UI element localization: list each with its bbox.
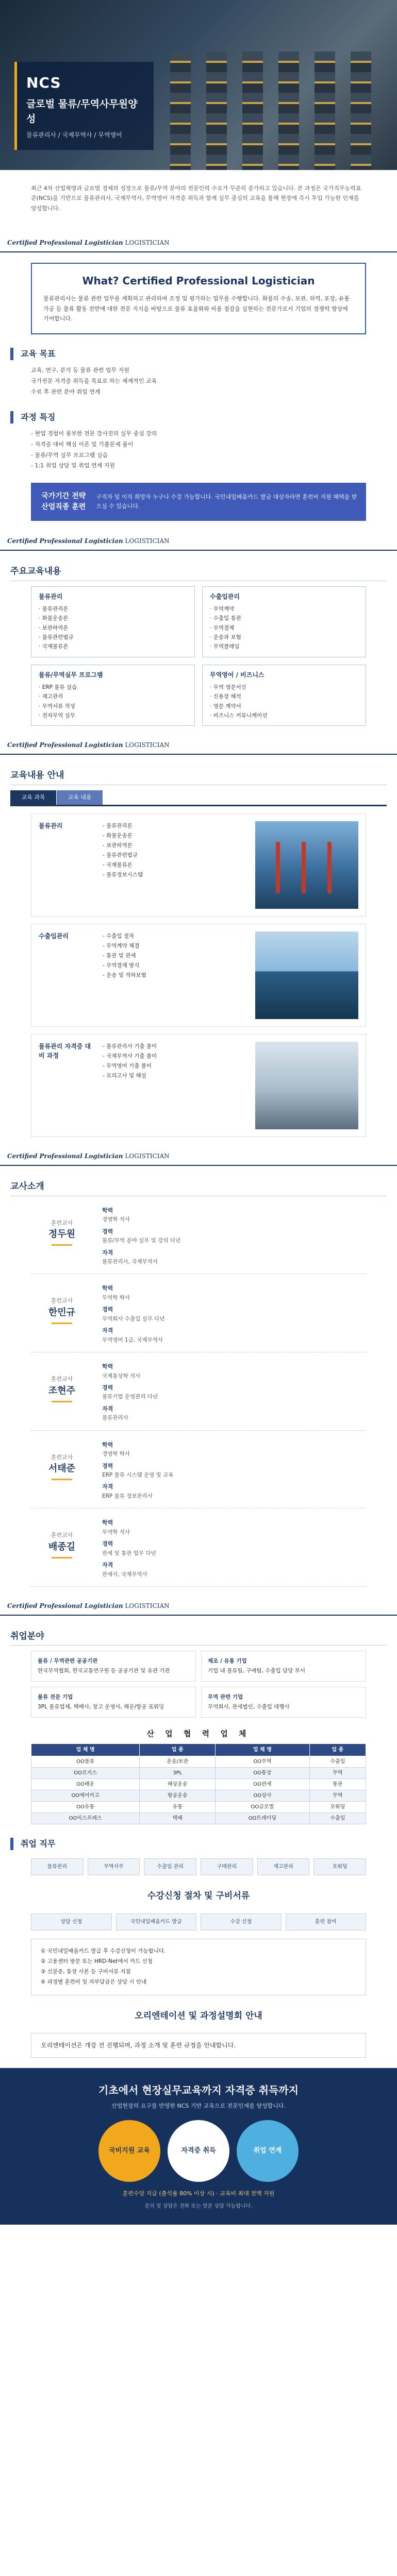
card-item: · 무역계약 (210, 604, 358, 614)
table-cell: OO무역 (216, 1756, 309, 1768)
teacher-id (31, 1204, 93, 1267)
guide-block (31, 814, 366, 917)
teacher-key: 자격 (102, 1562, 113, 1568)
brand-line: Certified Professional Logistician (7, 1153, 123, 1160)
what-title: What? Certified Professional Logistician (82, 274, 315, 287)
card-item: · 보관하역론 (39, 623, 187, 633)
teacher-id (31, 1360, 93, 1423)
crane-shape (327, 842, 332, 893)
table-cell: 항공운송 (140, 1790, 216, 1802)
card-title: 물류/무역실무 프로그램 (39, 671, 103, 679)
table-cell: 무역 (309, 1768, 366, 1779)
card-title: 물류관리 (39, 592, 63, 600)
block-item: - 물류관리론 (103, 821, 248, 831)
table-header-row (31, 1744, 366, 1756)
badge-funding: 국비지원 교육 (98, 2120, 160, 2182)
apply-step: 수강 신청 (201, 1913, 282, 1930)
card-item: · 무역결제 (210, 623, 358, 633)
footer-copy: 문의 및 상담은 전화 또는 방문 상담 가능합니다. (144, 2204, 253, 2210)
teacher-key: 자격 (102, 1249, 113, 1256)
field-heading: 취업 직무 (10, 1838, 387, 1850)
teacher-key: 경력 (102, 1540, 113, 1548)
table-cell: 3PL (140, 1768, 216, 1779)
table-cell: 무역 (309, 1790, 366, 1802)
teacher-value: 관세 및 통관 업무 다년 (102, 1550, 156, 1556)
detail-item: - 현업 경험이 풍부한 전문 강사진의 실무 중심 강의 (31, 430, 157, 437)
goal-heading: 교육 목표 (10, 348, 387, 360)
card-title: 수출입관리 (210, 592, 240, 600)
teacher-name: 서태준 (48, 1463, 76, 1475)
job-title: 제조 / 유통 기업 (208, 1658, 247, 1665)
what-box (31, 263, 366, 334)
teacher-key: 자격 (102, 1405, 113, 1412)
notice-item: ④ 과정별 훈련비 및 자부담금은 상담 시 안내 (41, 1978, 147, 1985)
teacher-role: 훈련교사 (51, 1532, 73, 1539)
hero-intro: 최근 4차 산업혁명과 글로벌 경제의 성장으로 물류/무역 분야의 전문인력 수요가 꾸준히 증가하고 있습니다. 본 과정은 국가직무능력표준(NCS)을 기반으로 물류관리사, 국제무역사, 무역영어 자격증 취득과 함께 실무 중심의 교육을 통해 현장에 즉시 투입 가능한 인재를 양성합니다. (31, 185, 361, 212)
job-desc: 기업 내 물류팀, 구매팀, 수출입 담당 부서 (208, 1668, 305, 1674)
goal-item: 교육, 연구, 분석 등 물류 관련 업무 지원 (31, 367, 129, 374)
block-item: - 운송 및 적하보험 (103, 971, 248, 980)
teacher-value: ERP 물류 정보관리사 (102, 1493, 153, 1499)
card-item: · 무역서류 작성 (39, 702, 187, 711)
teacher-role: 훈련교사 (51, 1376, 73, 1382)
teacher-value: 무역학 석사 (102, 1529, 130, 1535)
card-item: · 운송과 보험 (210, 633, 358, 642)
teacher-value: 경영학 석사 (102, 1216, 130, 1223)
hero-overlay (14, 62, 154, 150)
badge-employment: 취업 연계 (237, 2120, 299, 2182)
table-cell: OO관세 (216, 1779, 309, 1790)
notice-item: ① 국민내일배움카드 발급 후 수강신청이 가능합니다. (41, 1947, 166, 1954)
block-head: 수출입관리 (39, 933, 69, 940)
table-cell: 해상운송 (140, 1779, 216, 1790)
block-item: - 무역영어 기출 풀이 (103, 1061, 248, 1071)
apply-step: 국민내일배움카드 발급 (116, 1913, 197, 1930)
block-item: - 통관 및 관세 (103, 951, 248, 961)
table-cell: 포워딩 (309, 1802, 366, 1813)
brand-mark: LOGISTICIAN (125, 1153, 170, 1160)
table-cell: OO물류 (31, 1756, 140, 1768)
hero-banner (0, 0, 397, 170)
crane-shape (302, 842, 306, 893)
teacher-id (31, 1281, 93, 1345)
partners-table (31, 1743, 366, 1824)
table-cell: 유통 (140, 1802, 216, 1813)
block-item: - 물류관리사 기출 풀이 (103, 1042, 248, 1052)
block-item: - 국제물류론 (103, 860, 248, 870)
table-row (31, 1768, 366, 1779)
table-cell: 수출입 (309, 1813, 366, 1824)
brand-bar (0, 234, 397, 252)
job-desc: 한국무역협회, 한국교통연구원 등 공공기관 및 유관 기관 (38, 1668, 170, 1674)
table-cell: 운송/보관 (140, 1756, 216, 1768)
table-row (31, 1790, 366, 1802)
block-item: - 물류관련법규 (103, 851, 248, 860)
job-title: 물류 전문 기업 (38, 1694, 73, 1701)
teacher-value: ERP 물류 시스템 운영 및 교육 (102, 1472, 174, 1478)
job-cell (31, 1651, 196, 1682)
brand-line: Certified Professional Logistician (7, 239, 123, 246)
hero-ncs: NCS (26, 74, 61, 91)
detail-heading: 과정 특징 (10, 411, 387, 423)
accent-bar (52, 1479, 72, 1480)
accent-bar (52, 1323, 72, 1324)
orientation-text: 오리엔테이션은 개강 전 진행되며, 과정 소개 및 훈련 규정을 안내합니다. (31, 2033, 366, 2058)
teacher-name: 배종길 (48, 1541, 76, 1552)
table-cell: OO유통 (31, 1802, 140, 1813)
teacher-key: 경력 (102, 1306, 113, 1313)
brand-bar (0, 532, 397, 551)
tab-content[interactable]: 교육 내용 (57, 790, 103, 805)
goal-item: 국가전문 자격증 취득을 목표로 하는 체계적인 교육 (31, 378, 157, 385)
block-list (103, 821, 248, 909)
main-content-grid (31, 586, 366, 726)
footer-subtitle: 산업현장의 요구를 반영한 NCS 기반 교육으로 전문인재를 양성합니다. (111, 2103, 286, 2110)
field-item: 물류관리 (31, 1858, 84, 1875)
table-header-cell: 업 체 명 (216, 1744, 309, 1756)
accent-bar (52, 1557, 72, 1558)
table-header-cell: 업 종 (140, 1744, 216, 1756)
teacher-value: 무역회사 수출입 실무 다년 (102, 1315, 165, 1322)
warehouse-shelf (278, 52, 299, 170)
teacher-role: 훈련교사 (51, 1453, 73, 1461)
detail-item: - 물류/무역 실무 프로그램 실습 (31, 451, 108, 459)
table-row (31, 1813, 366, 1824)
goal-list (31, 365, 382, 398)
brand-mark: LOGISTICIAN (125, 1602, 170, 1609)
teacher-role: 훈련교사 (51, 1297, 73, 1304)
card-list (39, 604, 187, 652)
teacher-card (31, 1204, 366, 1275)
teacher-info (102, 1360, 366, 1423)
table-cell: OO글로벌 (216, 1802, 309, 1813)
content-card (31, 665, 195, 726)
card-item: · 영문 계약서 (210, 702, 358, 711)
apply-steps (31, 1913, 366, 1930)
teacher-role: 훈련교사 (51, 1219, 73, 1226)
brand-mark: LOGISTICIAN (125, 239, 170, 246)
block-list (103, 931, 248, 1019)
content-card (202, 665, 366, 726)
card-list (210, 604, 358, 652)
job-title: 무역 관련 기업 (208, 1694, 243, 1701)
cargo-ship-image (255, 931, 358, 1019)
detail-list (31, 429, 382, 472)
hero-title: 글로벌 물류/무역사무원양성 (26, 98, 138, 125)
teacher-card (31, 1281, 366, 1352)
teacher-value: 물류관리사, 국제무역사 (102, 1259, 158, 1265)
apply-notice (31, 1939, 366, 1995)
job-desc: 3PL 물류업체, 택배사, 창고 운영사, 해운/항공 포워딩 (38, 1704, 164, 1710)
card-item: · 수출입 통관 (210, 614, 358, 623)
crane-shape (276, 842, 280, 893)
teacher-value: 물류/무역 분야 실무 및 강의 다년 (102, 1238, 181, 1244)
teacher-key: 학력 (102, 1519, 113, 1527)
field-list (31, 1858, 366, 1875)
teacher-key: 학력 (102, 1441, 113, 1448)
card-item: · ERP 물류 실습 (39, 683, 187, 692)
table-cell: OO로지스 (31, 1768, 140, 1779)
block-item: - 무역결제 방식 (103, 961, 248, 971)
card-item: · 국제물류론 (39, 642, 187, 651)
port-crane-image (255, 821, 358, 909)
teacher-value: 무역영어 1급, 국제무역사 (102, 1336, 163, 1343)
block-item: - 모의고사 및 해설 (103, 1071, 248, 1081)
card-item: · 무역 영문서신 (210, 683, 358, 692)
brand-bar (0, 1597, 397, 1616)
card-item: · 비즈니스 커뮤니케이션 (210, 711, 358, 720)
table-cell: 택배 (140, 1813, 216, 1824)
jobs-title: 취업분야 (10, 1630, 387, 1646)
brand-bar (0, 1147, 397, 1166)
teacher-card (31, 1438, 366, 1509)
warehouse-shelf (351, 52, 371, 170)
teacher-value: 경영학 학사 (102, 1451, 130, 1458)
brand-line: Certified Professional Logistician (7, 537, 123, 545)
block-item: - 수출입 절차 (103, 931, 248, 941)
card-item: · 물류관리론 (39, 604, 187, 614)
goal-item: 수료 후 관련 분야 취업 연계 (31, 388, 101, 395)
target-label: 국가기간 전략산업직종 훈련 (41, 492, 86, 512)
accent-bar (52, 1244, 72, 1246)
teacher-info (102, 1516, 366, 1579)
table-cell: OO익스프레스 (31, 1813, 140, 1824)
hero-subtitle: 물류관리사 / 국제무역사 / 무역영어 (26, 131, 122, 139)
table-cell: 수출입 (309, 1756, 366, 1768)
teacher-value: 국제통상학 석사 (102, 1372, 141, 1379)
content-card (202, 586, 366, 657)
block-head: 물류관리 자격증 대비 과정 (39, 1043, 91, 1060)
table-cell: 통관 (309, 1779, 366, 1790)
teacher-info (102, 1204, 366, 1267)
warehouse-shelf (315, 52, 335, 170)
card-list (39, 683, 187, 721)
job-cell (201, 1687, 366, 1718)
truck-image (255, 1042, 358, 1129)
job-cell (31, 1687, 196, 1718)
guide-block (31, 1034, 366, 1137)
accent-bar (52, 1401, 72, 1402)
orientation-title: 오리엔테이션 및 과정설명회 안내 (135, 2010, 262, 2021)
apply-step: 상담 신청 (31, 1913, 112, 1930)
teacher-key: 학력 (102, 1207, 113, 1214)
block-item: - 화물운송론 (103, 831, 248, 841)
main-content-title: 주요교육내용 (10, 565, 387, 581)
card-item: · 화물운송론 (39, 614, 187, 623)
teacher-list (0, 1204, 397, 1587)
brand-bar (0, 736, 397, 755)
table-cell: OO통상 (216, 1768, 309, 1779)
footer-note: 훈련수당 지급 (출석률 80% 이상 시) · 교육비 최대 전액 지원 (122, 2190, 275, 2197)
field-item: 구매관리 (201, 1858, 253, 1875)
table-header-cell: 업 체 명 (31, 1744, 140, 1756)
card-item: · 신용장 해석 (210, 692, 358, 701)
detail-item: - 1:1 취업 상담 및 취업 연계 지원 (31, 462, 115, 469)
footer-badges (21, 2120, 376, 2182)
teacher-key: 자격 (102, 1483, 113, 1490)
teacher-value: 물류관리사 (102, 1415, 128, 1421)
jobs-grid (31, 1651, 366, 1718)
table-row (31, 1802, 366, 1813)
brand-mark: LOGISTICIAN (125, 741, 170, 749)
field-item: 포워딩 (313, 1858, 366, 1875)
job-cell (201, 1651, 366, 1682)
job-desc: 무역회사, 관세법인, 수출입 대행사 (208, 1704, 290, 1710)
brand-line: Certified Professional Logistician (7, 741, 123, 749)
card-item: · 재고관리 (39, 692, 187, 701)
teacher-info (102, 1281, 366, 1345)
what-body: 물류관리사는 물류 관련 업무를 계획하고 관리하며 조정 및 평가하는 업무를 수행합니다. 화물의 수송, 보관, 하역, 포장, 유통가공 등 물류 활동 전반에 대한 전문 지식을 바탕으로 물류 효율화와 비용 절감을 실현하는 전문가로서 기업의 경쟁력 향상에 기여합니다. (43, 295, 350, 323)
tab-subjects[interactable]: 교육 과목 (10, 790, 57, 805)
detail-item: - 자격증 대비 핵심 이론 및 기출문제 풀이 (31, 440, 134, 448)
footer-banner (0, 2068, 397, 2225)
guide-tabs (10, 790, 387, 805)
brand-line: Certified Professional Logistician (7, 1602, 123, 1609)
teacher-name: 조현주 (48, 1385, 76, 1396)
teacher-card (31, 1360, 366, 1431)
table-cell: OO에어카고 (31, 1790, 140, 1802)
card-item: · 무역클레임 (210, 642, 358, 651)
teacher-key: 경력 (102, 1462, 113, 1469)
table-body (31, 1756, 366, 1824)
teacher-key: 학력 (102, 1285, 113, 1292)
table-row (31, 1779, 366, 1790)
teacher-name: 한민규 (48, 1307, 76, 1318)
warehouse-shelf (170, 52, 191, 170)
teacher-value: 무역학 학사 (102, 1294, 130, 1301)
notice-item: ② 고용센터 방문 또는 HRD-Net에서 카드 신청 (41, 1958, 153, 1964)
apply-title: 수강신청 절차 및 구비서류 (147, 1891, 250, 1902)
teacher-name: 정두원 (48, 1229, 76, 1240)
teacher-key: 경력 (102, 1384, 113, 1391)
apply-step: 훈련 참여 (286, 1913, 367, 1930)
table-cell: OO상사 (216, 1790, 309, 1802)
card-item: · 물류관련법규 (39, 633, 187, 642)
teacher-key: 자격 (102, 1327, 113, 1334)
teacher-info (102, 1438, 366, 1501)
table-header-cell: 업 종 (309, 1744, 366, 1756)
warehouse-shelf (242, 52, 263, 170)
table-cell: OO트레이딩 (216, 1813, 309, 1824)
block-head: 물류관리 (39, 822, 63, 830)
footer-title: 기초에서 현장실무교육까지 자격증 취득까지 (98, 2084, 299, 2097)
teacher-id (31, 1516, 93, 1579)
field-item: 무역사무 (88, 1858, 140, 1875)
target-box (31, 483, 366, 521)
table-cell: OO해운 (31, 1779, 140, 1790)
job-title: 물류 / 무역관련 공공기관 (38, 1658, 98, 1665)
teacher-key: 경력 (102, 1228, 113, 1235)
guide-title: 교육내용 안내 (10, 769, 387, 785)
target-text: 구직자 및 이직 희망자 누구나 수강 가능합니다. 국민내일배움카드 발급 대상자라면 훈련비 지원 혜택을 받으실 수 있습니다. (96, 493, 357, 510)
tab-underline (10, 805, 387, 806)
notice-item: ③ 신분증, 통장 사본 등 구비서류 지참 (41, 1968, 131, 1975)
content-card (31, 586, 195, 657)
card-item: · 전자무역 실무 (39, 711, 187, 720)
teacher-value: 물류기업 운영관리 다년 (102, 1394, 158, 1400)
block-list (103, 1042, 248, 1129)
table-row (31, 1756, 366, 1768)
block-item: - 보관하역론 (103, 841, 248, 851)
brand-mark: LOGISTICIAN (125, 537, 170, 545)
card-list (210, 683, 358, 721)
teacher-value: 관세사, 국제무역사 (102, 1571, 147, 1578)
field-item: 수출입 관리 (144, 1858, 196, 1875)
block-item: - 무역계약 체결 (103, 941, 248, 951)
block-item: - 국제무역사 기출 풀이 (103, 1052, 248, 1061)
teachers-title: 교사소개 (10, 1180, 387, 1196)
warehouse-shelf (206, 52, 227, 170)
teacher-card (31, 1516, 366, 1587)
teacher-key: 학력 (102, 1363, 113, 1370)
partners-title: 산 업 협 력 업 체 (146, 1728, 251, 1738)
card-title: 무역영어 / 비즈니스 (210, 671, 264, 679)
field-item: 재고관리 (257, 1858, 310, 1875)
block-item: - 물류정보시스템 (103, 870, 248, 880)
guide-block (31, 924, 366, 1027)
badge-certificate: 자격증 취득 (168, 2120, 229, 2182)
teacher-id (31, 1438, 93, 1501)
